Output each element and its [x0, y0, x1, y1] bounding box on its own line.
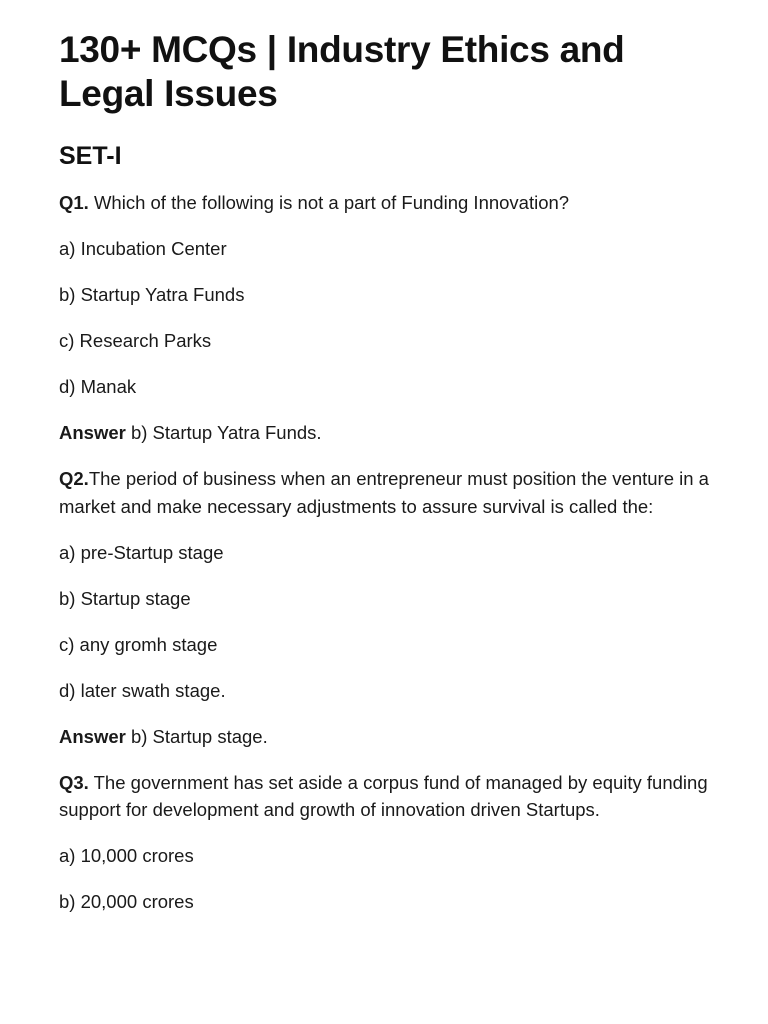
answer-2 [59, 723, 709, 751]
option-item: d) Manak [59, 376, 137, 397]
option-item: c) Research Parks [59, 330, 212, 351]
question-text: Which of the following is not a part of Funding Innovation? [88, 192, 570, 213]
answer-label: Answer [59, 725, 126, 747]
answer-text: b) Startup stage. [125, 725, 268, 747]
answer-text: b) Startup Yatra Funds. [125, 422, 322, 443]
question-label: Q3. [59, 771, 89, 793]
option-item: c) any gromh stage [59, 633, 218, 655]
question-text: The period of business when an entrepreneur must position the venture in a market and make necessary adjustments to assure survival is called the: [59, 468, 709, 517]
option-item: a) 10,000 crores [59, 845, 194, 866]
option-item: a) Incubation Center [59, 238, 227, 259]
option-item: b) Startup stage [59, 587, 191, 609]
option-item: b) Startup Yatra Funds [59, 284, 245, 305]
question-1 [59, 189, 709, 217]
question-3 [59, 769, 709, 824]
question-label: Q2. [59, 468, 89, 489]
option-item: d) later swath stage. [59, 679, 226, 701]
set-heading: SET-I [59, 142, 122, 170]
question-text: The government has set aside a corpus fund of managed by equity funding support for development and growth of innovation driven Startups. [59, 771, 708, 820]
question-label: Q1. [59, 192, 89, 213]
question-2 [59, 465, 709, 520]
page-title: 130+ MCQs | Industry Ethics and Legal Issues [59, 29, 625, 114]
answer-label: Answer [59, 422, 126, 443]
answer-1 [59, 419, 709, 447]
option-item: b) 20,000 crores [59, 891, 194, 912]
option-item: a) pre-Startup stage [59, 541, 224, 563]
